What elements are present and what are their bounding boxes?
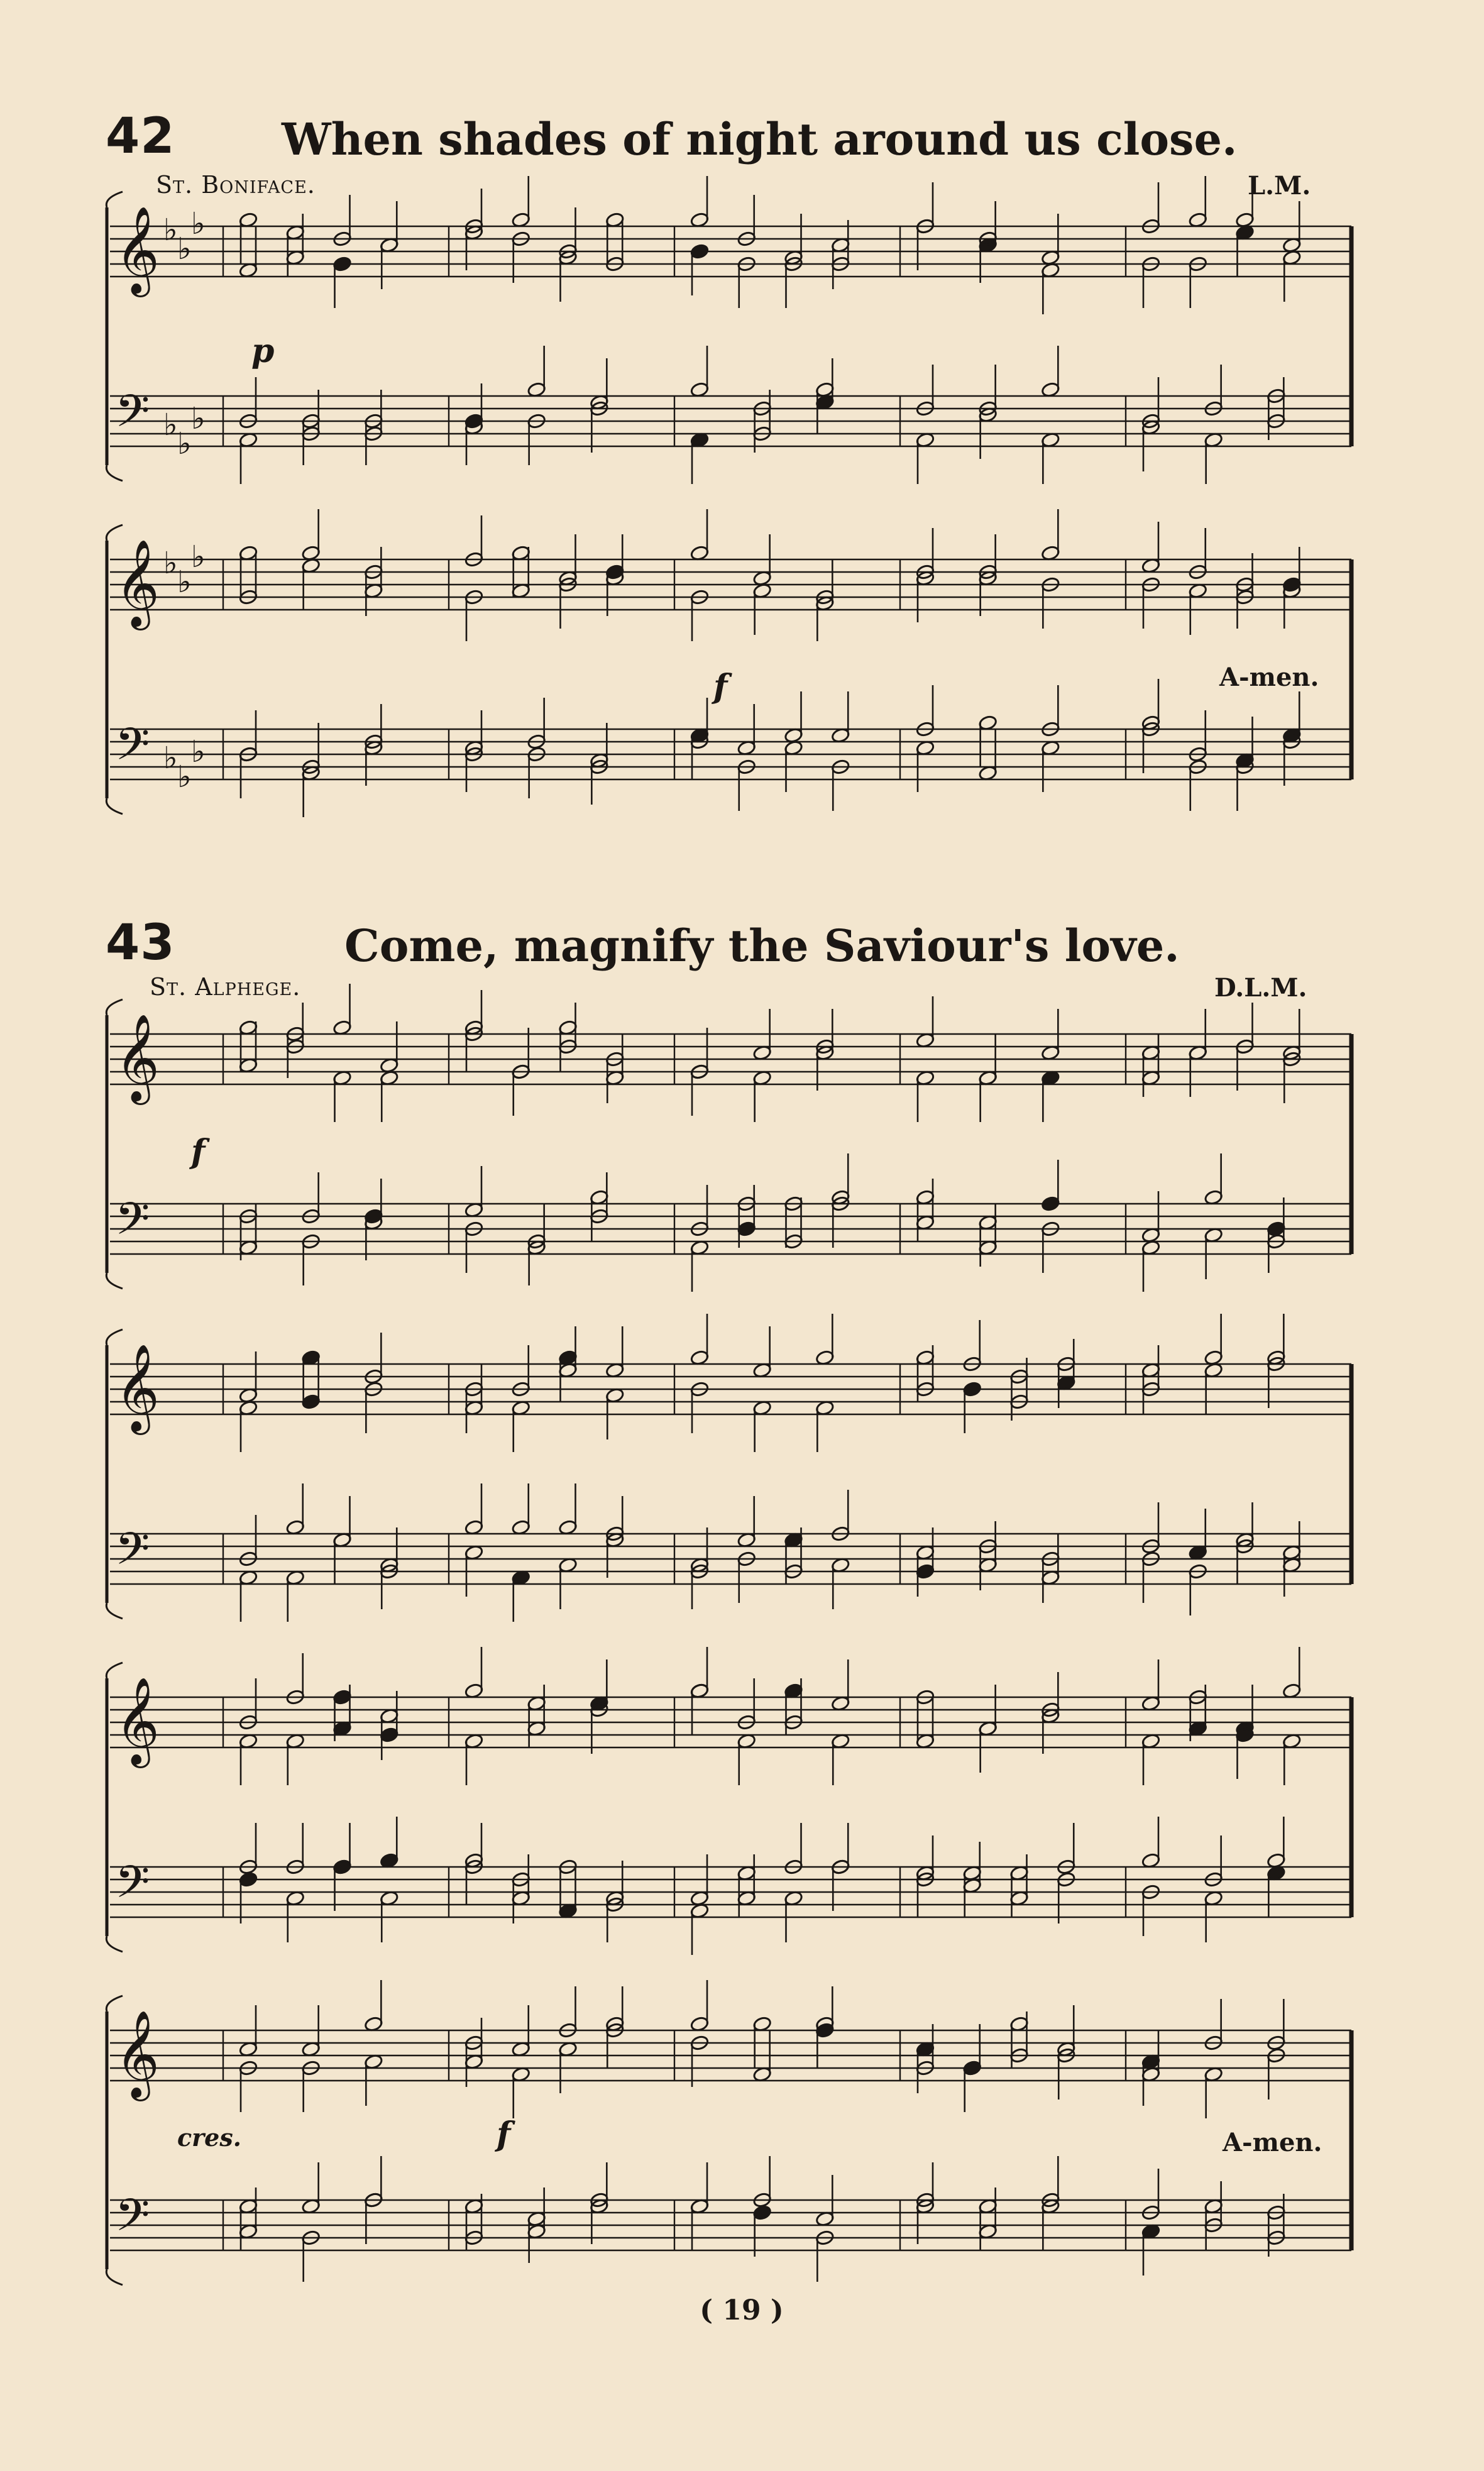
bracket-top bbox=[106, 192, 123, 207]
treble-clef-icon: 𝄞 bbox=[115, 1677, 160, 1764]
bracket-top bbox=[106, 1329, 123, 1345]
hymn-43-system-3 bbox=[0, 1659, 1484, 1974]
flat-icon: ♭ bbox=[177, 564, 192, 600]
hymn-42-system-1 bbox=[0, 189, 1484, 503]
flat-icon: ♭ bbox=[191, 401, 206, 436]
treble-clef-icon: 𝄞 bbox=[115, 206, 160, 294]
bracket-bottom bbox=[106, 1273, 123, 1289]
hymn-43-tune: St. Alphege. bbox=[150, 973, 301, 1001]
hymn-43-system-1 bbox=[0, 996, 1484, 1311]
flat-icon: ♭ bbox=[177, 426, 192, 461]
hymn-43-dynamic-f-2: f bbox=[497, 2115, 511, 2154]
treble-clef-icon: 𝄞 bbox=[115, 2010, 160, 2098]
bracket-top bbox=[106, 1996, 123, 2011]
bass-clef-icon: 𝄢 bbox=[115, 385, 150, 448]
bracket-top bbox=[106, 1663, 123, 1678]
bass-clef-icon: 𝄢 bbox=[115, 1193, 150, 1256]
flat-icon: ♭ bbox=[191, 539, 206, 575]
hymn-42-system-2 bbox=[0, 522, 1484, 836]
treble-clef-icon: 𝄞 bbox=[115, 1014, 160, 1101]
hymn-43-dynamic-f-1: f bbox=[191, 1133, 206, 1171]
bass-clef-icon: 𝄢 bbox=[115, 718, 150, 781]
bracket-top bbox=[106, 999, 123, 1015]
hymn-42-number: 42 bbox=[106, 108, 175, 165]
bracket-bottom bbox=[106, 2269, 123, 2285]
bracket-bottom bbox=[106, 798, 123, 814]
hymn-43-title: Come, magnify the Saviour's love. bbox=[344, 920, 1180, 972]
flat-icon: ♭ bbox=[177, 759, 192, 795]
bass-clef-icon: 𝄢 bbox=[115, 1856, 150, 1919]
treble-clef-icon: 𝄞 bbox=[115, 1344, 160, 1431]
hymn-42-amen: A-men. bbox=[1219, 663, 1319, 692]
page-number: ( 19 ) bbox=[700, 2294, 784, 2326]
hymn-43-system-4 bbox=[0, 1993, 1484, 2307]
hymn-43-system-2 bbox=[0, 1326, 1484, 1641]
hymn-42-tune: St. Boniface. bbox=[156, 171, 316, 199]
bass-clef-icon: 𝄢 bbox=[115, 1523, 150, 1586]
hymn-43-meter: D.L.M. bbox=[1214, 973, 1307, 1003]
flat-icon: ♭ bbox=[163, 546, 178, 581]
hymn-43-number: 43 bbox=[106, 915, 175, 971]
hymn-42-dynamic-p: p bbox=[251, 332, 275, 370]
bracket-bottom bbox=[106, 1603, 123, 1619]
flat-icon: ♭ bbox=[163, 212, 178, 248]
hymn-42-dynamic-f: f bbox=[713, 668, 728, 706]
bracket-top bbox=[106, 525, 123, 541]
flat-icon: ♭ bbox=[191, 734, 206, 769]
flat-icon: ♭ bbox=[191, 206, 206, 241]
hymn-42-title: When shades of night around us close. bbox=[282, 113, 1238, 165]
flat-icon: ♭ bbox=[163, 407, 178, 443]
flat-icon: ♭ bbox=[177, 231, 192, 267]
hymn-43-cres: cres. bbox=[177, 2123, 241, 2152]
bass-clef-icon: 𝄢 bbox=[115, 2189, 150, 2252]
flat-icon: ♭ bbox=[163, 740, 178, 776]
bracket-bottom bbox=[106, 465, 123, 481]
hymn-43-amen: A-men. bbox=[1223, 2128, 1322, 2157]
treble-clef-icon: 𝄞 bbox=[115, 539, 160, 627]
bracket-bottom bbox=[106, 1936, 123, 1952]
hymn-42-meter: L.M. bbox=[1248, 171, 1311, 201]
